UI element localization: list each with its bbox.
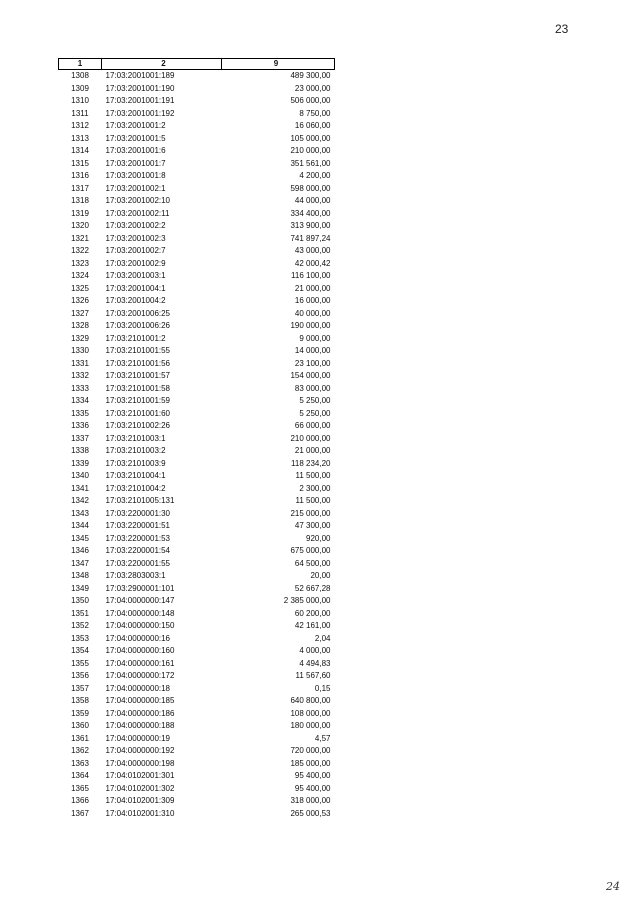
table-row xyxy=(59,183,335,196)
cadastral-number: 17:03:2101003:9 xyxy=(105,458,166,468)
cadastral-number: 17:03:2001001:192 xyxy=(105,108,175,118)
cadastral-value: 118 234,20 xyxy=(291,458,331,468)
column-header-9: 9 xyxy=(222,59,335,70)
table-row xyxy=(59,770,335,783)
table-row xyxy=(59,70,335,83)
table-row xyxy=(59,558,335,571)
cadastral-number: 17:03:2200001:30 xyxy=(105,508,171,518)
cadastral-number: 17:03:2200001:54 xyxy=(105,546,171,556)
cadastral-value: 2,04 xyxy=(314,633,331,643)
row-number: 1336 xyxy=(71,421,89,431)
row-number: 1352 xyxy=(71,621,89,631)
registry-table xyxy=(58,58,335,820)
cadastral-number: 17:03:2200001:53 xyxy=(105,533,171,543)
cadastral-number: 17:03:2001004:2 xyxy=(105,296,166,306)
cadastral-number: 17:03:2101001:60 xyxy=(105,408,171,418)
table-row xyxy=(59,808,335,821)
cadastral-number: 17:03:2001004:1 xyxy=(105,283,166,293)
cadastral-value: 16 000,00 xyxy=(294,296,331,306)
table-row xyxy=(59,445,335,458)
cadastral-number: 17:04:0102001:301 xyxy=(105,771,175,781)
cadastral-number: 17:03:2001002:9 xyxy=(105,258,166,268)
table-body xyxy=(59,70,335,821)
cadastral-number: 17:03:2101001:55 xyxy=(105,346,171,356)
table-row xyxy=(59,795,335,808)
cadastral-number: 17:04:0000000:18 xyxy=(105,683,171,693)
table-row xyxy=(59,520,335,533)
page-number: 23 xyxy=(555,22,569,36)
cadastral-number: 17:03:2101004:1 xyxy=(105,471,166,481)
cadastral-value: 95 400,00 xyxy=(294,783,331,793)
cadastral-number: 17:04:0000000:160 xyxy=(105,646,175,656)
cadastral-value: 43 000,00 xyxy=(294,246,331,256)
row-number: 1325 xyxy=(71,283,89,293)
cadastral-number: 17:03:2101005:131 xyxy=(105,496,175,506)
table-row xyxy=(59,495,335,508)
cadastral-number: 17:03:2001002:1 xyxy=(105,183,166,193)
table-row xyxy=(59,108,335,121)
cadastral-value: 42 161,00 xyxy=(294,621,331,631)
cadastral-value: 105 000,00 xyxy=(290,133,331,143)
cadastral-number: 17:04:0000000:19 xyxy=(105,733,171,743)
row-number: 1362 xyxy=(71,746,89,756)
cadastral-number: 17:03:2101001:59 xyxy=(105,396,171,406)
table-row xyxy=(59,583,335,596)
cadastral-value: 11 567,60 xyxy=(295,671,331,681)
table-row xyxy=(59,220,335,233)
table-row xyxy=(59,170,335,183)
cadastral-value: 52 667,28 xyxy=(294,583,331,593)
cadastral-value: 2 300,00 xyxy=(299,483,331,493)
cadastral-number: 17:03:2001001:191 xyxy=(105,96,175,106)
cadastral-value: 14 000,00 xyxy=(294,346,331,356)
cadastral-value: 2 385 000,00 xyxy=(283,596,331,606)
row-number: 1311 xyxy=(71,108,89,118)
cadastral-value: 334 400,00 xyxy=(290,208,331,218)
cadastral-number: 17:03:2200001:55 xyxy=(105,558,171,568)
table-row xyxy=(59,270,335,283)
cadastral-value: 210 000,00 xyxy=(290,146,331,156)
cadastral-number: 17:03:2001006:25 xyxy=(105,308,171,318)
row-number: 1316 xyxy=(71,171,89,181)
cadastral-value: 4 200,00 xyxy=(299,171,331,181)
row-number: 1337 xyxy=(71,433,89,443)
row-number: 1328 xyxy=(71,321,89,331)
table-row xyxy=(59,595,335,608)
cadastral-value: 741 897,24 xyxy=(290,233,331,243)
row-number: 1327 xyxy=(71,308,89,318)
row-number: 1317 xyxy=(71,183,89,193)
handwritten-page-mark: 24 xyxy=(606,880,620,893)
table-row xyxy=(59,458,335,471)
table-row xyxy=(59,658,335,671)
table-row xyxy=(59,670,335,683)
row-number: 1355 xyxy=(71,658,89,668)
row-number: 1329 xyxy=(71,333,89,343)
cadastral-value: 720 000,00 xyxy=(290,746,331,756)
table-row xyxy=(59,233,335,246)
cadastral-value: 215 000,00 xyxy=(290,508,331,518)
table-row xyxy=(59,633,335,646)
row-number: 1339 xyxy=(71,458,89,468)
cadastral-value: 318 000,00 xyxy=(290,796,331,806)
table-row xyxy=(59,620,335,633)
cadastral-number: 17:04:0000000:192 xyxy=(105,746,175,756)
row-number: 1324 xyxy=(71,271,89,281)
table-row xyxy=(59,720,335,733)
row-number: 1358 xyxy=(71,696,89,706)
row-number: 1331 xyxy=(71,358,89,368)
table-row xyxy=(59,145,335,158)
cadastral-number: 17:03:2900001:101 xyxy=(105,583,175,593)
table-row xyxy=(59,545,335,558)
cadastral-value: 920,00 xyxy=(306,533,331,543)
cadastral-value: 42 000,42 xyxy=(294,258,331,268)
cadastral-value: 60 200,00 xyxy=(294,608,331,618)
cadastral-value: 4 494,83 xyxy=(299,658,331,668)
table-row xyxy=(59,645,335,658)
row-number: 1348 xyxy=(71,571,89,581)
cadastral-value: 675 000,00 xyxy=(290,546,331,556)
table-row xyxy=(59,258,335,271)
cadastral-number: 17:03:2001001:7 xyxy=(105,158,166,168)
column-header-2: 2 xyxy=(102,59,222,70)
table-row xyxy=(59,420,335,433)
table-row xyxy=(59,383,335,396)
cadastral-number: 17:04:0000000:16 xyxy=(105,633,171,643)
row-number: 1356 xyxy=(71,671,89,681)
cadastral-number: 17:03:2101002:26 xyxy=(105,421,171,431)
cadastral-value: 116 100,00 xyxy=(291,271,331,281)
cadastral-value: 95 400,00 xyxy=(294,771,331,781)
row-number: 1335 xyxy=(71,408,89,418)
row-number: 1351 xyxy=(71,608,89,618)
table-row xyxy=(59,333,335,346)
row-number: 1312 xyxy=(71,121,89,131)
row-number: 1353 xyxy=(71,633,89,643)
cadastral-value: 4 000,00 xyxy=(299,646,331,656)
table-row xyxy=(59,533,335,546)
cadastral-value: 47 300,00 xyxy=(294,521,331,531)
table-row xyxy=(59,245,335,258)
table-row xyxy=(59,745,335,758)
row-number: 1354 xyxy=(71,646,89,656)
cadastral-value: 8 750,00 xyxy=(299,108,331,118)
cadastral-number: 17:03:2001002:7 xyxy=(105,246,166,256)
row-number: 1349 xyxy=(71,583,89,593)
table-row xyxy=(59,733,335,746)
row-number: 1332 xyxy=(71,371,89,381)
table-row xyxy=(59,95,335,108)
row-number: 1322 xyxy=(71,246,89,256)
cadastral-number: 17:04:0000000:148 xyxy=(105,608,175,618)
table-row xyxy=(59,783,335,796)
row-number: 1340 xyxy=(71,471,89,481)
table-row xyxy=(59,570,335,583)
cadastral-value: 20,00 xyxy=(310,571,331,581)
row-number: 1343 xyxy=(71,508,89,518)
table-row xyxy=(59,358,335,371)
row-number: 1341 xyxy=(71,483,89,493)
row-number: 1334 xyxy=(71,396,89,406)
table-row xyxy=(59,433,335,446)
cadastral-value: 185 000,00 xyxy=(290,758,331,768)
row-number: 1310 xyxy=(71,96,89,106)
cadastral-value: 506 000,00 xyxy=(290,96,331,106)
cadastral-value: 154 000,00 xyxy=(290,371,331,381)
cadastral-value: 180 000,00 xyxy=(290,721,331,731)
row-number: 1318 xyxy=(71,196,89,206)
cadastral-value: 598 000,00 xyxy=(290,183,331,193)
cadastral-number: 17:04:0000000:186 xyxy=(105,708,175,718)
cadastral-value: 0,15 xyxy=(314,683,331,693)
cadastral-number: 17:04:0000000:188 xyxy=(105,721,175,731)
cadastral-value: 21 000,00 xyxy=(294,446,331,456)
cadastral-number: 17:03:2001001:6 xyxy=(105,146,166,156)
row-number: 1363 xyxy=(71,758,89,768)
table-row xyxy=(59,470,335,483)
cadastral-number: 17:03:2001001:2 xyxy=(105,121,166,131)
table-row xyxy=(59,708,335,721)
row-number: 1320 xyxy=(71,221,89,231)
cadastral-number: 17:03:2101003:2 xyxy=(105,446,166,456)
table-row xyxy=(59,83,335,96)
cadastral-number: 17:03:2001001:8 xyxy=(105,171,166,181)
table-row xyxy=(59,370,335,383)
row-number: 1345 xyxy=(71,533,89,543)
table-row xyxy=(59,695,335,708)
cadastral-number: 17:04:0102001:309 xyxy=(105,796,175,806)
row-number: 1338 xyxy=(71,446,89,456)
cadastral-value: 64 500,00 xyxy=(294,558,331,568)
cadastral-value: 23 000,00 xyxy=(294,83,331,93)
cadastral-value: 66 000,00 xyxy=(294,421,331,431)
row-number: 1366 xyxy=(71,796,89,806)
cadastral-number: 17:03:2001001:189 xyxy=(105,71,175,81)
row-number: 1314 xyxy=(71,146,89,156)
cadastral-number: 17:04:0000000:198 xyxy=(105,758,175,768)
row-number: 1315 xyxy=(71,158,89,168)
cadastral-number: 17:03:2101001:56 xyxy=(105,358,171,368)
cadastral-value: 5 250,00 xyxy=(299,396,331,406)
row-number: 1346 xyxy=(71,546,89,556)
column-header-1: 1 xyxy=(59,59,102,70)
table-header-row xyxy=(59,59,335,70)
row-number: 1344 xyxy=(71,521,89,531)
row-number: 1350 xyxy=(71,596,89,606)
cadastral-number: 17:03:2001001:5 xyxy=(105,133,166,143)
row-number: 1308 xyxy=(71,71,89,81)
table-row xyxy=(59,345,335,358)
cadastral-number: 17:04:0000000:161 xyxy=(105,658,175,668)
cadastral-number: 17:03:2101001:57 xyxy=(105,371,171,381)
row-number: 1361 xyxy=(71,733,89,743)
row-number: 1323 xyxy=(71,258,89,268)
cadastral-number: 17:03:2803003:1 xyxy=(105,571,166,581)
row-number: 1321 xyxy=(71,233,89,243)
table-row xyxy=(59,683,335,696)
table-row xyxy=(59,483,335,496)
cadastral-value: 108 000,00 xyxy=(290,708,331,718)
cadastral-value: 21 000,00 xyxy=(294,283,331,293)
cadastral-number: 17:03:2101004:2 xyxy=(105,483,166,493)
row-number: 1333 xyxy=(71,383,89,393)
row-number: 1364 xyxy=(71,771,89,781)
cadastral-number: 17:03:2101001:58 xyxy=(105,383,171,393)
cadastral-number: 17:04:0000000:150 xyxy=(105,621,175,631)
cadastral-value: 23 100,00 xyxy=(294,358,331,368)
table-row xyxy=(59,158,335,171)
cadastral-number: 17:03:2101003:1 xyxy=(105,433,166,443)
cadastral-number: 17:03:2001001:190 xyxy=(105,83,175,93)
cadastral-value: 16 060,00 xyxy=(294,121,331,131)
row-number: 1313 xyxy=(71,133,89,143)
cadastral-value: 489 300,00 xyxy=(290,71,331,81)
row-number: 1357 xyxy=(71,683,89,693)
table-row xyxy=(59,508,335,521)
cadastral-number: 17:03:2001002:11 xyxy=(105,208,170,218)
row-number: 1342 xyxy=(71,496,89,506)
row-number: 1360 xyxy=(71,721,89,731)
cadastral-value: 11 500,00 xyxy=(295,496,331,506)
table-row xyxy=(59,395,335,408)
cadastral-value: 4,57 xyxy=(314,733,331,743)
table-row xyxy=(59,283,335,296)
cadastral-number: 17:03:2001002:2 xyxy=(105,221,166,231)
cadastral-number: 17:04:0102001:302 xyxy=(105,783,175,793)
table-row xyxy=(59,608,335,621)
cadastral-value: 351 561,00 xyxy=(290,158,331,168)
row-number: 1319 xyxy=(71,208,89,218)
row-number: 1359 xyxy=(71,708,89,718)
row-number: 1365 xyxy=(71,783,89,793)
cadastral-value: 83 000,00 xyxy=(294,383,331,393)
row-number: 1326 xyxy=(71,296,89,306)
cadastral-number: 17:03:2001002:10 xyxy=(105,196,171,206)
cadastral-number: 17:03:2001003:1 xyxy=(105,271,166,281)
cadastral-number: 17:03:2200001:51 xyxy=(105,521,171,531)
cadastral-number: 17:04:0000000:147 xyxy=(105,596,175,606)
cadastral-number: 17:03:2101001:2 xyxy=(105,333,166,343)
table-row xyxy=(59,320,335,333)
table-row xyxy=(59,208,335,221)
table-row xyxy=(59,408,335,421)
table-row xyxy=(59,308,335,321)
row-number: 1309 xyxy=(71,83,89,93)
row-number: 1347 xyxy=(71,558,89,568)
row-number: 1330 xyxy=(71,346,89,356)
cadastral-number: 17:03:2001002:3 xyxy=(105,233,166,243)
cadastral-value: 40 000,00 xyxy=(294,308,331,318)
row-number: 1367 xyxy=(71,808,89,818)
cadastral-value: 210 000,00 xyxy=(290,433,331,443)
table-row xyxy=(59,295,335,308)
cadastral-value: 44 000,00 xyxy=(294,196,331,206)
table-row xyxy=(59,120,335,133)
cadastral-value: 9 000,00 xyxy=(299,333,331,343)
table-row xyxy=(59,133,335,146)
cadastral-value: 640 800,00 xyxy=(290,696,331,706)
cadastral-value: 11 500,00 xyxy=(295,471,331,481)
cadastral-number: 17:04:0000000:172 xyxy=(105,671,175,681)
cadastral-value: 265 000,53 xyxy=(290,808,331,818)
cadastral-number: 17:04:0000000:185 xyxy=(105,696,175,706)
cadastral-value: 5 250,00 xyxy=(299,408,331,418)
cadastral-value: 313 900,00 xyxy=(290,221,331,231)
cadastral-number: 17:03:2001006:26 xyxy=(105,321,171,331)
cadastral-number: 17:04:0102001:310 xyxy=(105,808,175,818)
table-row xyxy=(59,758,335,771)
cadastral-value: 190 000,00 xyxy=(290,321,331,331)
table-row xyxy=(59,195,335,208)
